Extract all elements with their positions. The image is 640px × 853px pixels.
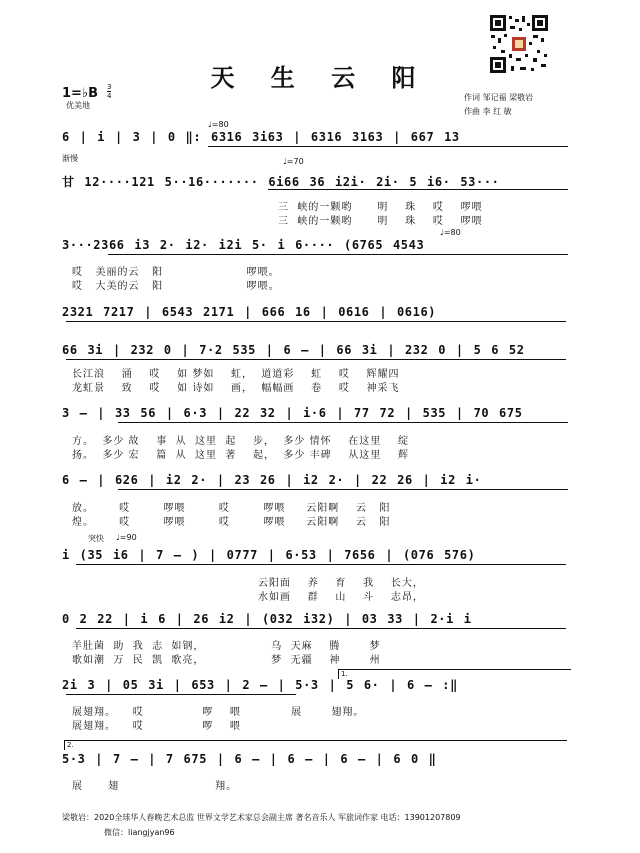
- volta-1: 1.: [338, 669, 571, 679]
- lyric-line: 展翅翔。 哎 啰 喂: [72, 721, 241, 732]
- lyricist-credit: 作词 邹记福 梁敬岩: [464, 93, 534, 102]
- lyric-line: 哎 大美的云 阳 啰喂。: [72, 281, 280, 292]
- accel-mark: 突快: [88, 534, 104, 543]
- score-row-11: 5·3 | 7 – | 7 675 | 6 – | 6 – | 6 – | 6 0 ‖: [62, 752, 437, 766]
- score-row-10: 2i 3 | 05 3i | 653 | 2 – | 5·3 | 5 6· | 6 – :‖: [58, 678, 580, 695]
- ritardando-mark: 渐慢: [62, 154, 78, 163]
- expression-mark: 优美地: [66, 101, 90, 110]
- tempo-mark: ♩=70: [283, 157, 304, 166]
- score-row-7: 6 – | 626 | i2 2· | 23 26 | i2 2· | 22 26 | i2 i·: [58, 473, 580, 490]
- score-row-2: 甘 12····121 5··16······· 6i66 36 i2i· 2i· 5 i6· 53···: [58, 173, 580, 190]
- score-row-5: 66 3i | 232 0 | 7·2 535 | 6 – | 66 3i | 232 0 | 5 6 52: [58, 343, 580, 360]
- lyric-line: 展 翅 翔。: [72, 781, 238, 792]
- lyric-line: 哎 美丽的云 阳 啰喂。: [72, 267, 280, 278]
- lyric-line: 长江浪 涌 哎 如 梦如 虹， 道道彩 虹 哎 辉耀四: [72, 369, 400, 380]
- score-row-8: i (35 i6 | 7 – ) | 0777 | 6·53 | 7656 | (076 576): [58, 548, 580, 565]
- score-row-9: 0 2 22 | i 6 | 26 i2 | (032 i32) | 03 33 | 2·i i: [58, 612, 580, 629]
- lyric-line: 云阳面 养 育 我 长大，: [258, 578, 424, 589]
- lyric-line: 水如画 群 山 斗 志昂，: [258, 592, 424, 603]
- tempo-mark: ♩=90: [116, 533, 137, 542]
- lyric-line: 龙虹景 致 哎 如 诗如 画， 幅幅画 卷 哎 神采飞: [72, 383, 400, 394]
- lyric-line: 三 峡的一颗哟 明 珠 哎 啰喂: [278, 202, 483, 213]
- footer-wechat: 微信：liangjyan96: [104, 828, 175, 837]
- score-row-1: 6 | i | 3 | 0 ‖: 6316 3i63 | 6316 3163 | 667 13: [58, 130, 580, 147]
- lyric-line: 扬。 多少 宏 篇 从 这里 著 起， 多少 丰碑 从这里 辉: [72, 450, 410, 461]
- score-row-3: 3···2366 i3 2· i2· i2i 5· i 6···· (6765 4543: [58, 238, 580, 255]
- score-row-6: 3 – | 33 56 | 6·3 | 22 32 | i·6 | 77 72 | 535 | 70 675: [58, 406, 580, 423]
- footer-contact: 梁敬岩：2020全球华人春晚艺术总监 世界文学艺术家总会副主席 著名音乐人 军旅词作家 电话：13901207809: [62, 813, 461, 822]
- tempo-mark: ♩=80: [208, 120, 229, 129]
- lyric-line: 方。 多少 故 事 从 这里 起 步， 多少 情怀 在这里 绽: [72, 436, 410, 447]
- lyric-line: 展翅翔。 哎 啰 喂 展 翅翔。: [72, 707, 365, 718]
- lyric-line: 羊肚菌 助 我 志 如钢， 乌 天麻 腾 梦: [72, 641, 381, 652]
- qr-code-icon: [489, 14, 549, 74]
- tempo-mark: ♩=80: [440, 228, 461, 237]
- song-title: 天 生 云 阳: [210, 63, 430, 92]
- time-signature: 3 4: [107, 83, 112, 100]
- lyric-line: 放。 哎 啰喂 哎 啰喂 云阳啊 云 阳: [72, 503, 391, 514]
- volta-2: 2.: [64, 740, 567, 750]
- lyric-line: 歌如潮 万 民 凯 歌亮， 梦 无疆 神 州: [72, 655, 381, 666]
- lyric-line: 三 峡的一颗哟 明 珠 哎 啰喂: [278, 216, 483, 227]
- lyric-line: 煌。 哎 啰喂 哎 啰喂 云阳啊 云 阳: [72, 517, 391, 528]
- composer-credit: 作曲 李 红 敏: [464, 107, 512, 116]
- score-row-4: 2321 7217 | 6543 2171 | 666 16 | 0616 | 0616): [58, 305, 580, 322]
- key-signature: 1=♭B: [62, 86, 98, 101]
